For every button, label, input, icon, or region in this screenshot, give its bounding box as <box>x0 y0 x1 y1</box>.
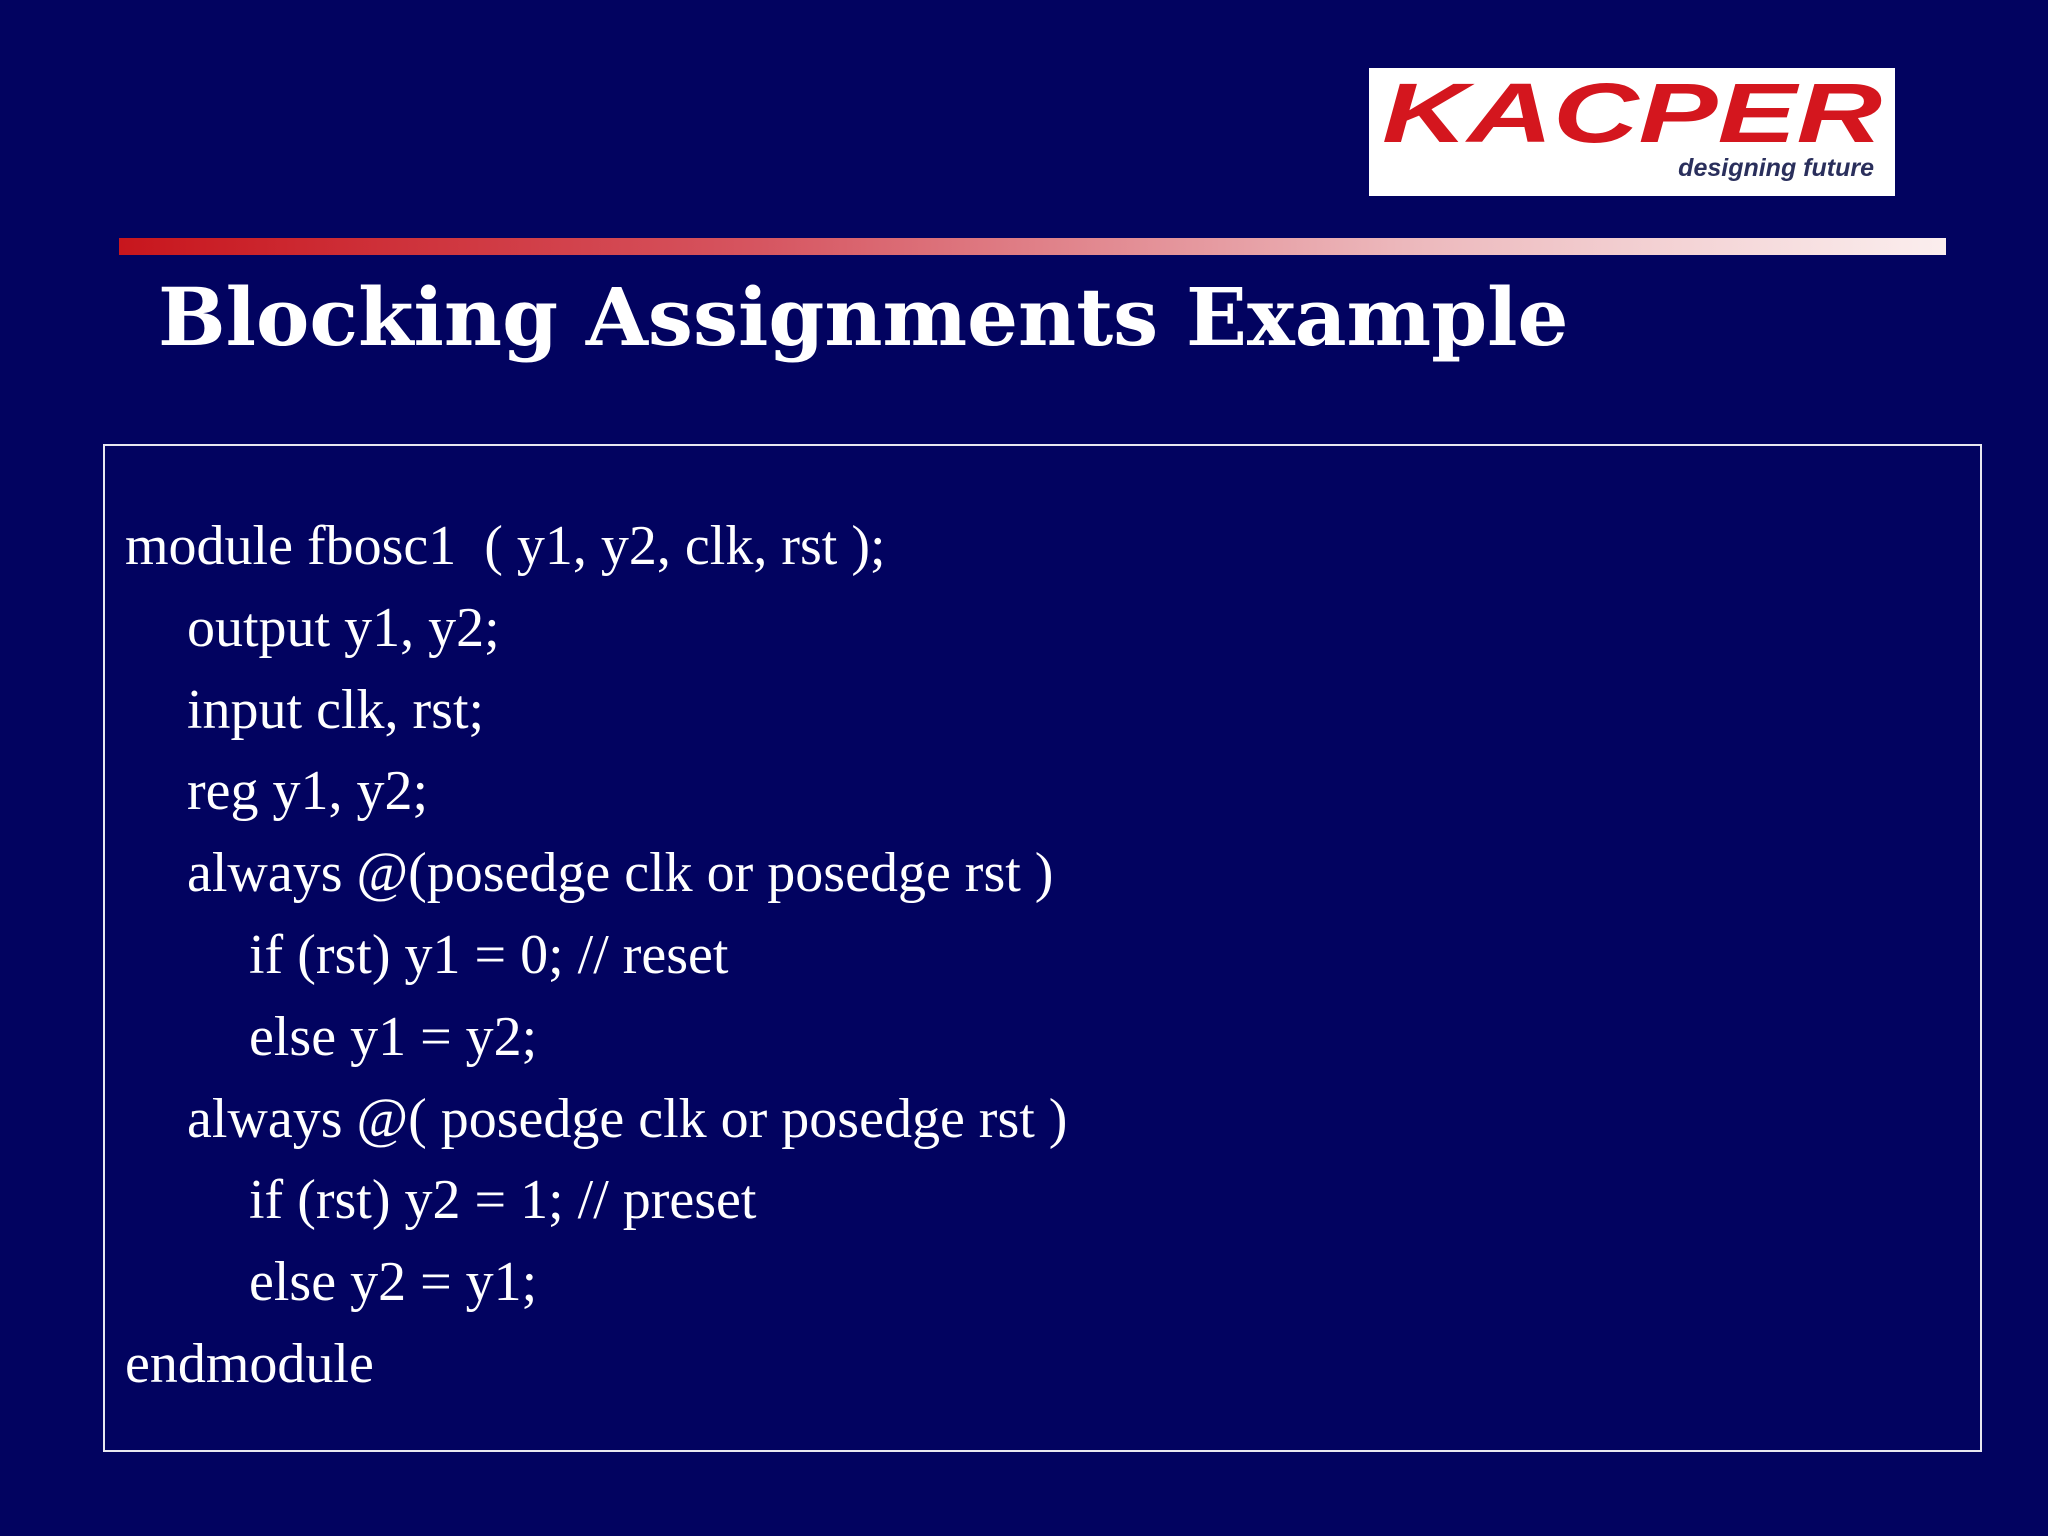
code-line: else y1 = y2; <box>249 1005 538 1068</box>
code-line: reg y1, y2; <box>187 760 429 823</box>
code-line: always @( posedge clk or posedge rst ) <box>187 1087 1068 1150</box>
code-box <box>103 444 1982 1452</box>
code-line: else y2 = y1; <box>249 1251 538 1314</box>
code-line: output y1, y2; <box>187 596 500 659</box>
code-line: always @(posedge clk or posedge rst ) <box>187 842 1054 905</box>
kacper-logo <box>1369 68 1895 196</box>
code-line: if (rst) y1 = 0; // reset <box>249 923 729 986</box>
code-listing <box>125 506 1067 1406</box>
code-line: input clk, rst; <box>187 678 485 741</box>
code-line: if (rst) y2 = 1; // preset <box>249 1169 757 1232</box>
logo-brand-text: KACPER <box>1382 68 1883 160</box>
kacper-logo-image <box>1369 68 1895 196</box>
title-divider-bar <box>119 238 1946 255</box>
slide-title: Blocking Assignments Example <box>158 270 1569 364</box>
code-line: module fbosc1 ( y1, y2, clk, rst ); <box>125 515 886 577</box>
code-line: endmodule <box>125 1332 374 1395</box>
logo-tagline-text: designing future <box>1678 154 1874 182</box>
